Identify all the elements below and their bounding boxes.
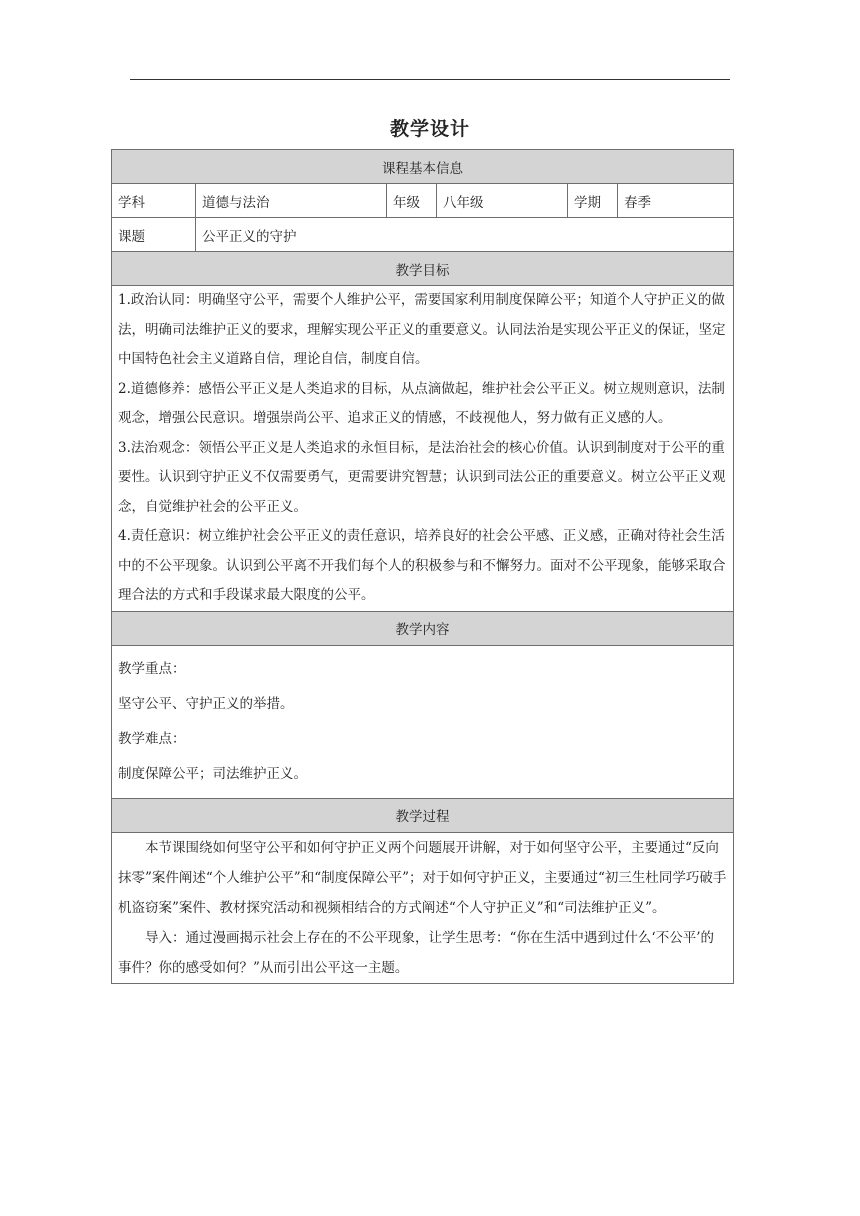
difficulty-value: 制度保障公平；司法维护正义。 — [118, 765, 307, 782]
topic-row — [112, 218, 734, 252]
topic-label: 课题 — [112, 218, 196, 252]
section-process: 教学过程 — [112, 798, 734, 832]
content-cell — [112, 645, 734, 798]
objective-item: 3.法治观念：领悟公平正义是人类追求的永恒目标，是法治社会的核心价值。认识到制度对于公平的重要性。认识到守护正义不仅需要勇气，更需要讲究智慧；认识到司法公正的重要意义。树立公平正义观念，自觉维护社会的公平正义。 — [118, 439, 726, 515]
basic-info-header-row — [112, 150, 734, 184]
objectives-row — [112, 286, 734, 612]
objective-item: 1.政治认同：明确坚守公平，需要个人维护公平，需要国家利用制度保障公平；知道个人守护正义的做法，明确司法维护正义的要求，理解实现公平正义的重要意义。认同法治是实现公平正义的保证，坚定中国特色社会主义道路自信，理论自信，制度自信。 — [118, 292, 726, 367]
grade-label: 年级 — [387, 184, 437, 218]
grade-value: 八年级 — [437, 184, 568, 218]
header-rule — [130, 79, 730, 80]
difficulty-label: 教学难点： — [118, 730, 186, 747]
section-objectives: 教学目标 — [112, 252, 734, 286]
objectives-cell — [112, 286, 734, 612]
term-value: 春季 — [618, 184, 734, 218]
objective-item: 4.责任意识：树立维护社会公平正义的责任意识，培养良好的社会公平感、正义感，正确对待社会生活中的不公平现象。认识到公平离不开我们每个人的积极参与和不懈努力。面对不公平现象，能够采取合理合法的方式和手段谋求最大限度的公平。 — [118, 528, 726, 603]
document-title: 教学设计 — [389, 118, 470, 140]
key-point-value: 坚守公平、守护正义的举措。 — [118, 695, 294, 712]
subject-value: 道德与法治 — [196, 184, 387, 218]
topic-value: 公平正义的守护 — [196, 218, 734, 252]
content-row — [112, 645, 734, 798]
process-paragraph: 本节课围绕如何坚守公平和如何守护正义两个问题展开讲解，对于如何坚守公平，主要通过“反向抹零”案件阐述“个人维护公平”和“制度保障公平”；对于如何守护正义，主要通过“初三生杜同学巧破手机盗窃案”案件、教材探究活动和视频相结合的方式阐述“个人守护正义”和“司法维护正义”。 — [118, 839, 727, 916]
process-header-row — [112, 798, 734, 832]
term-label: 学期 — [568, 184, 618, 218]
process-cell — [112, 832, 734, 983]
section-content: 教学内容 — [112, 611, 734, 645]
subject-label: 学科 — [112, 184, 196, 218]
process-paragraph: 导入：通过漫画揭示社会上存在的不公平现象，让学生思考：“你在生活中遇到过什么‘不公平’的事件？你的感受如何？”从而引出公平这一主题。 — [118, 929, 714, 976]
objective-item: 2.道德修养：感悟公平正义是人类追求的目标，从点滴做起，维护社会公平正义。树立规则意识，法制观念，增强公民意识。增强崇尚公平、追求正义的情感，不歧视他人，努力做有正义感的人。 — [118, 380, 725, 426]
key-point-label: 教学重点： — [118, 660, 186, 677]
lesson-plan-table — [111, 149, 734, 984]
content-header-row — [112, 611, 734, 645]
section-basic-info: 课程基本信息 — [112, 150, 734, 184]
objectives-header-row — [112, 252, 734, 286]
subject-row — [112, 184, 734, 218]
process-row — [112, 832, 734, 983]
